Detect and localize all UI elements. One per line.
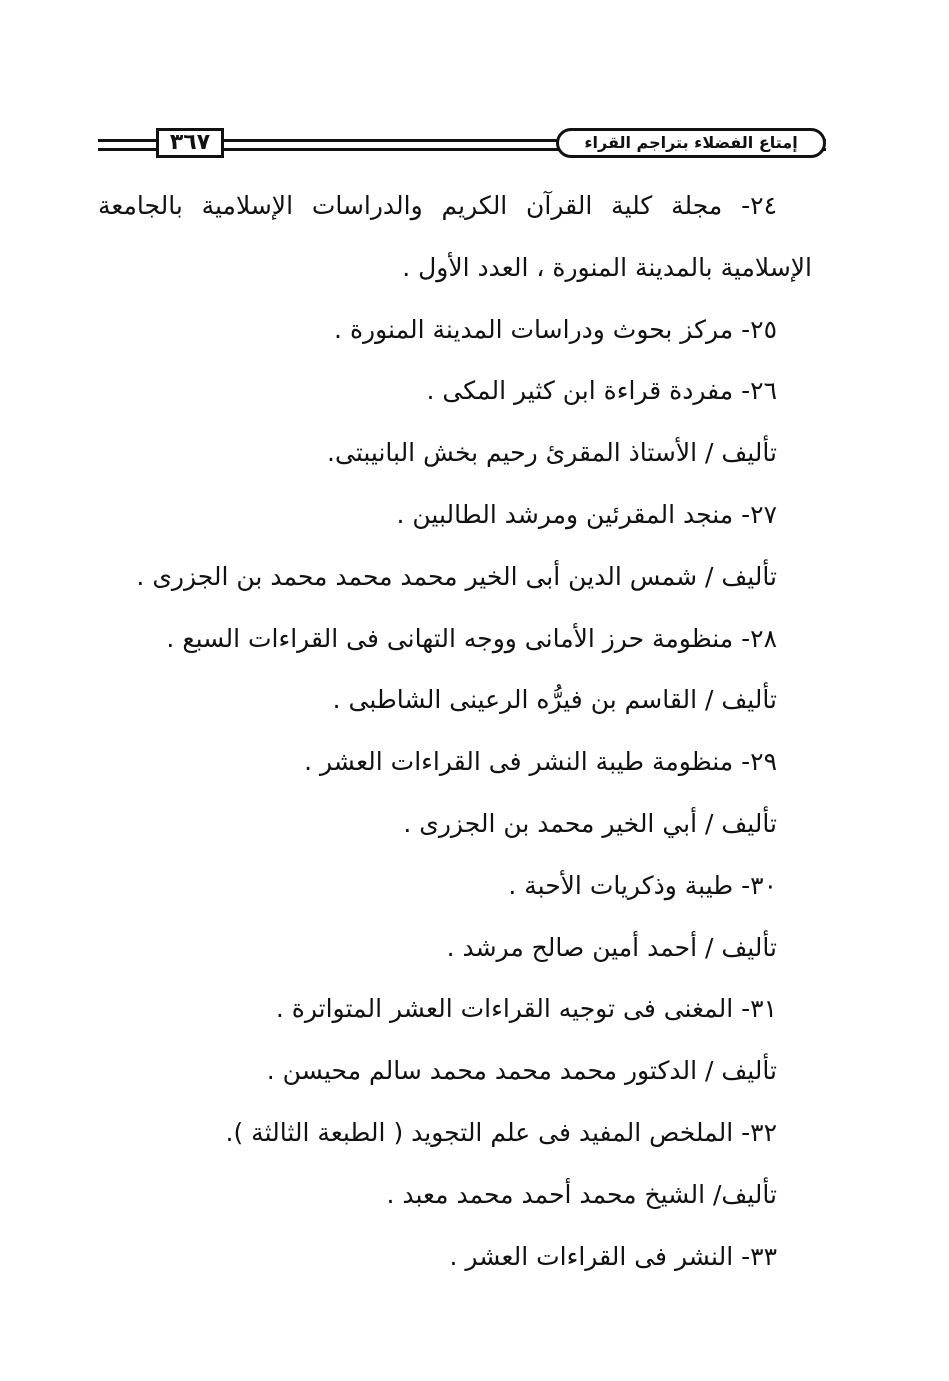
text-line: ٣١- المغنى فى توجيه القراءات العشر المتواترة . [275,994,777,1024]
text-line: ٢٩- منظومة طيبة النشر فى القراءات العشر . [304,747,777,777]
text-line: ٢٥- مركز بحوث ودراسات المدينة المنورة . [334,314,777,344]
text-line: ٢٦- مفردة قراءة ابن كثير المكى . [426,376,777,406]
text-line: تأليف / أبي الخير محمد بن الجزرى . [403,808,777,838]
text-line: ٣٣- النشر فى القراءات العشر . [449,1241,777,1271]
text-line: تأليف / الدكتور محمد محمد محمد سالم محيسن . [266,1056,777,1086]
text-line: ٢٧- منجد المقرئين ومرشد الطالبين . [396,499,777,529]
text-line: ٣٢- الملخص المفيد فى علم التجويد ( الطبعة الثالثة ). [225,1117,777,1147]
text-line: ٢٤- مجلة كلية القرآن الكريم والدراسات الإسلامية بالجامعة [98,191,777,220]
text-line: تأليف / شمس الدين أبى الخير محمد محمد محمد بن الجزرى . [136,561,777,591]
text-line: تأليف/ الشيخ محمد أحمد محمد معبد . [386,1179,777,1209]
text-line: الإسلامية بالمدينة المنورة ، العدد الأول . [402,252,812,282]
text-line: تأليف / أحمد أمين صالح مرشد . [446,932,777,962]
text-line: ٢٨- منظومة حرز الأمانى ووجه التهانى فى القراءات السبع . [166,623,777,653]
text-line: تأليف / القاسم بن فيرُّه الرعينى الشاطبى . [332,685,777,715]
text-line: ٣٠- طيبة وذكريات الأحبة . [508,870,777,900]
running-header [98,126,826,166]
page-body [98,193,812,1305]
page-number: ٣٦٧ [156,128,224,158]
book-title: إمتاع الفضلاء بتراجم القراء [556,128,826,158]
text-line: تأليف / الأستاذ المقرئ رحيم بخش البانيبتى. [327,438,777,468]
